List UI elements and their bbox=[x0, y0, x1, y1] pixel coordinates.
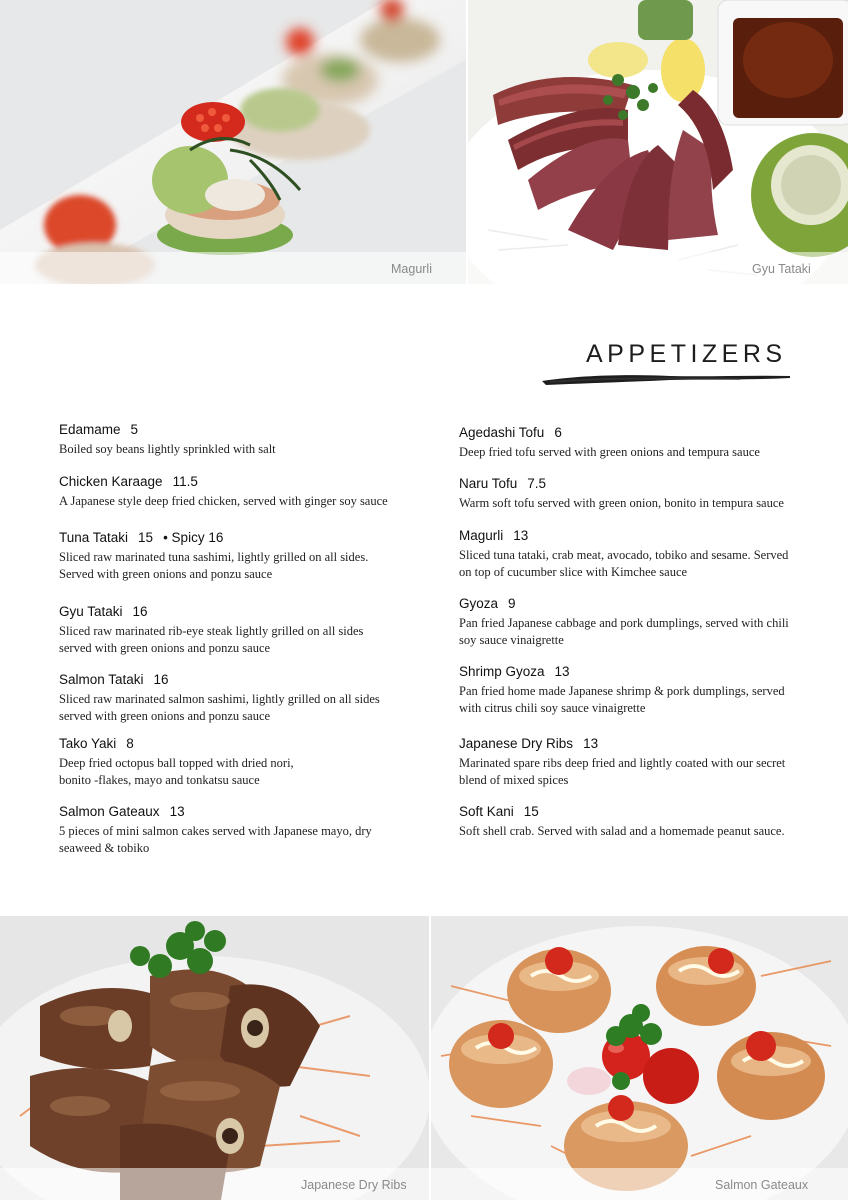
menu-item bbox=[59, 473, 419, 529]
item-price: 13 bbox=[169, 804, 185, 819]
item-name: Salmon Gateaux bbox=[59, 804, 160, 819]
item-desc-line: blend of mixed spices bbox=[459, 773, 569, 787]
item-desc-line: Served with green onions and ponzu sauce bbox=[59, 567, 273, 581]
item-desc-line: bonito -flakes, mayo and tonkatsu sauce bbox=[59, 773, 260, 787]
photo-caption-salmon-gateaux: Salmon Gateaux bbox=[715, 1178, 809, 1192]
item-price: 13 bbox=[554, 664, 570, 679]
item-price: 11.5 bbox=[172, 474, 198, 489]
item-spicy-price: • Spicy 16 bbox=[163, 530, 224, 545]
item-price: 16 bbox=[153, 672, 169, 687]
item-desc-line: Deep fried octopus ball topped with dried nori, bbox=[59, 756, 294, 770]
item-name: Japanese Dry Ribs bbox=[459, 736, 574, 751]
section-title: APPETIZERS bbox=[586, 340, 787, 368]
item-desc-line: Sliced raw marinated rib-eye steak lightly grilled on all sides bbox=[59, 624, 364, 638]
item-desc-line: on top of cucumber slice with Kimchee sauce bbox=[459, 565, 688, 579]
item-desc-line: Pan fried home made Japanese shrimp & pork dumplings, served bbox=[459, 684, 785, 698]
menu-item bbox=[59, 529, 419, 603]
menu-item bbox=[459, 663, 804, 735]
item-name: Soft Kani bbox=[459, 804, 514, 819]
menu-item bbox=[459, 595, 804, 663]
photo-caption-magurli: Magurli bbox=[391, 262, 432, 276]
menu-item bbox=[59, 671, 419, 735]
menu-item bbox=[59, 421, 419, 473]
menu-item bbox=[59, 735, 419, 803]
item-desc-line: served with green onions and ponzu sauce bbox=[59, 709, 271, 723]
item-desc-line: Soft shell crab. Served with salad and a homemade peanut sauce. bbox=[459, 824, 785, 838]
item-desc-line: soy sauce vinaigrette bbox=[459, 633, 564, 647]
menu-item bbox=[459, 527, 804, 595]
menu-column-left bbox=[59, 421, 419, 857]
menu-item bbox=[459, 735, 804, 803]
item-price: 16 bbox=[132, 604, 148, 619]
gyu-tataki-plate-illustration bbox=[468, 0, 848, 284]
item-price: 13 bbox=[513, 528, 529, 543]
item-desc-line: Warm soft tofu served with green onion, bonito in tempura sauce bbox=[459, 496, 784, 510]
photo-caption-gyu-tataki: Gyu Tataki bbox=[752, 262, 811, 276]
item-desc-line: Sliced raw marinated tuna sashimi, lightly grilled on all sides. bbox=[59, 550, 369, 564]
item-desc-line: Marinated spare ribs deep fried and lightly coated with our secret bbox=[459, 756, 786, 770]
item-desc-line: A Japanese style deep fried chicken, served with ginger soy sauce bbox=[59, 494, 388, 508]
item-name: Salmon Tataki bbox=[59, 672, 144, 687]
item-name: Agedashi Tofu bbox=[459, 425, 545, 440]
item-price: 15 bbox=[523, 804, 539, 819]
menu-item bbox=[59, 603, 419, 671]
item-price: 5 bbox=[130, 422, 139, 437]
item-desc-line: seaweed & tobiko bbox=[59, 841, 150, 855]
item-name: Chicken Karaage bbox=[59, 474, 163, 489]
photo-caption-japanese-dry-ribs: Japanese Dry Ribs bbox=[301, 1178, 407, 1192]
menu-item bbox=[459, 424, 804, 475]
item-name: Magurli bbox=[459, 528, 504, 543]
item-price: 9 bbox=[508, 596, 516, 611]
item-name: Gyu Tataki bbox=[59, 604, 123, 619]
salmon-gateaux-plate-illustration bbox=[431, 916, 848, 1200]
menu-item bbox=[459, 803, 804, 840]
brush-stroke-underline bbox=[540, 369, 792, 389]
item-price: 8 bbox=[126, 736, 134, 751]
magurli-plate-illustration bbox=[0, 0, 466, 284]
item-desc-line: Boiled soy beans lightly sprinkled with salt bbox=[59, 442, 276, 456]
item-price: 13 bbox=[583, 736, 599, 751]
item-desc-line: Deep fried tofu served with green onions and tempura sauce bbox=[459, 445, 760, 459]
item-name: Gyoza bbox=[459, 596, 499, 611]
item-desc-line: with citrus chili soy sauce vinaigrette bbox=[459, 701, 646, 715]
item-name: Shrimp Gyoza bbox=[459, 664, 545, 679]
item-price: 7.5 bbox=[527, 476, 547, 491]
item-name: Naru Tofu bbox=[459, 476, 518, 491]
item-desc-line: Sliced tuna tataki, crab meat, avocado, tobiko and sesame. Served bbox=[459, 548, 789, 562]
menu-item bbox=[459, 475, 804, 527]
photo-salmon-gateaux bbox=[431, 916, 848, 1200]
photo-gyu-tataki bbox=[468, 0, 848, 284]
menu-column-right bbox=[459, 424, 804, 840]
item-desc-line: served with green onions and ponzu sauce bbox=[59, 641, 271, 655]
item-desc-line: Pan fried Japanese cabbage and pork dumplings, served with chili bbox=[459, 616, 789, 630]
photo-magurli bbox=[0, 0, 466, 284]
item-desc-line: 5 pieces of mini salmon cakes served with Japanese mayo, dry bbox=[59, 824, 372, 838]
item-name: Tako Yaki bbox=[59, 736, 117, 751]
item-name: Tuna Tataki bbox=[59, 530, 129, 545]
item-price: 6 bbox=[554, 425, 562, 440]
item-price: 15 bbox=[138, 530, 154, 545]
dry-ribs-plate-illustration bbox=[0, 916, 429, 1200]
item-name: Edamame bbox=[59, 422, 121, 437]
photo-japanese-dry-ribs bbox=[0, 916, 429, 1200]
item-desc-line: Sliced raw marinated salmon sashimi, lightly grilled on all sides bbox=[59, 692, 380, 706]
menu-item bbox=[59, 803, 419, 857]
